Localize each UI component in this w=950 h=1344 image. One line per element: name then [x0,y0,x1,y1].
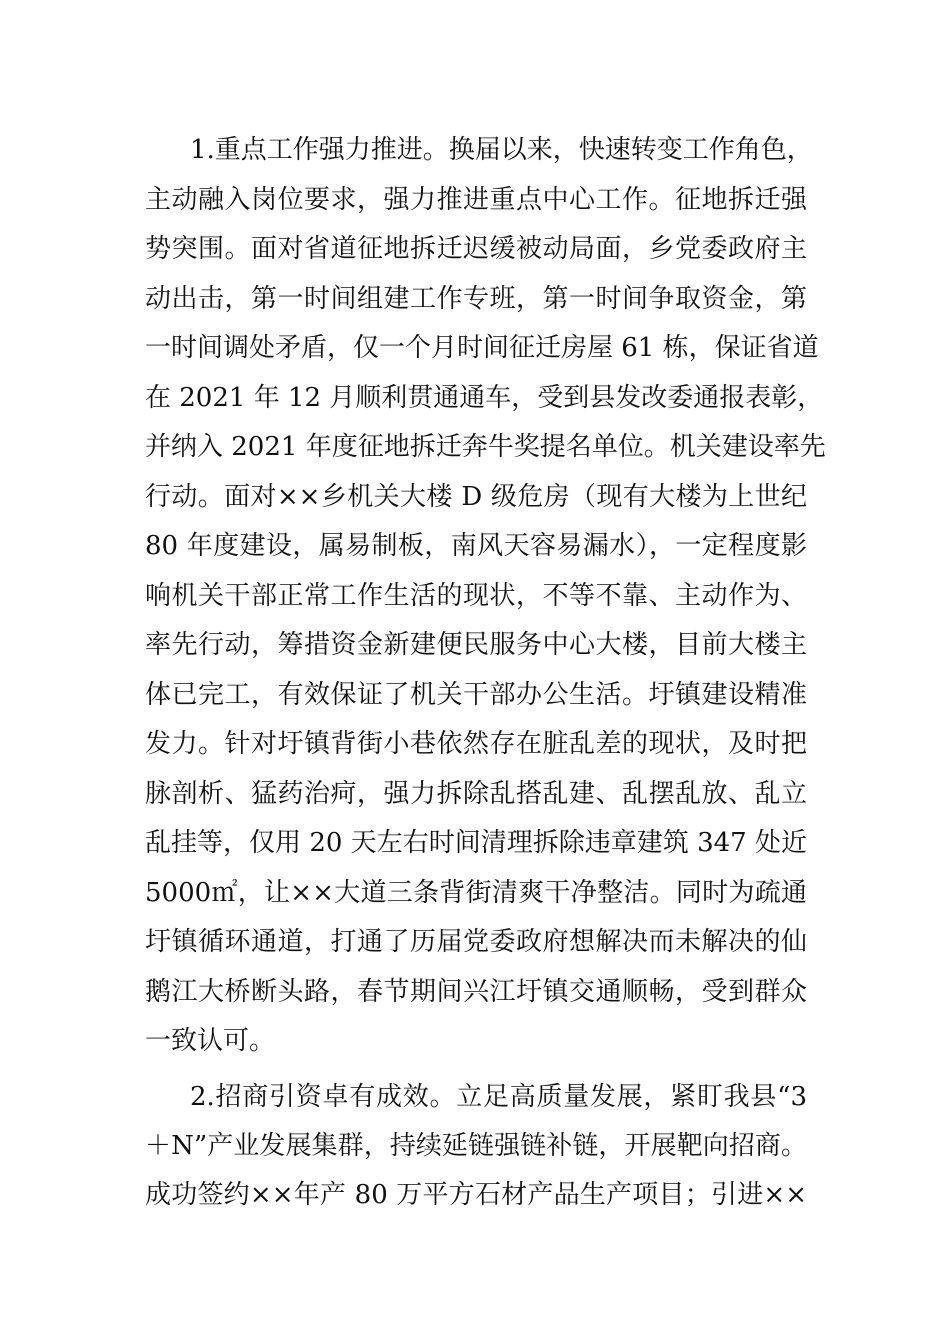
paragraph-line: 势突围。面对省道征地拆迁迟缓被动局面，乡党委政府主 [145,234,807,264]
paragraph-line: 一时间调处矛盾，仅一个月时间征迁房屋 61 栋，保证省道 [145,333,819,363]
paragraph-line: 圩镇循环通道，打通了历届党委政府想解决而未解决的仙 [145,927,807,957]
paragraph-line: 80 年度建设，属易制板，南风天容易漏水），一定程度影 [145,531,807,561]
paragraph-line: 在 2021 年 12 月顺利贯通通车，受到县发改委通报表彰， [145,382,824,413]
paragraph-line: 主动融入岗位要求，强力推进重点中心工作。征地拆迁强 [145,184,807,215]
paragraph-line: 鹅江大桥断头路，春节期间兴江圩镇交通顺畅，受到群众 [145,976,807,1007]
paragraph-line: 乱挂等，仅用 20 天左右时间清理拆除违章建筑 347 处近 [145,828,807,858]
paragraph-line: 并纳入 2021 年度征地拆迁奔牛奖提名单位。机关建设率先 [145,432,826,462]
paragraph-line: 1.重点工作强力推进。换届以来，快速转变工作角色， [190,135,813,165]
paragraph-line: 成功签约××年产 80 万平方石材产品生产项目；引进×× [145,1180,807,1210]
paragraph-line: 率先行动，筹措资金新建便民服务中心大楼，目前大楼主 [145,630,807,660]
paragraph-line: 动出击，第一时间组建工作专班，第一时间争取资金，第 [145,283,807,314]
paragraph-line: 脉剖析、猛药治疴，强力拆除乱搭乱建、乱摆乱放、乱立 [145,778,807,809]
paragraph-line: 响机关干部正常工作生活的现状，不等不靠、主动作为、 [145,580,807,611]
paragraph-line: 发力。针对圩镇背街小巷依然存在脏乱差的现状，及时把 [145,729,807,759]
paragraph-line: ＋N”产业发展集群，持续延链强链补链，开展靶向招商。 [145,1131,807,1161]
paragraph-line: 5000㎡，让××大道三条背街清爽干净整洁。同时为疏通 [145,877,807,908]
paragraph-line: 一致认可。 [145,1026,276,1056]
paragraph-line: 行动。面对××乡机关大楼 D 级危房（现有大楼为上世纪 [145,481,807,512]
paragraph-line: 2.招商引资卓有成效。立足高质量发展，紧盯我县“3 [190,1082,807,1112]
paragraph-line: 体已完工，有效保证了机关干部办公生活。圩镇建设精准 [145,679,807,710]
